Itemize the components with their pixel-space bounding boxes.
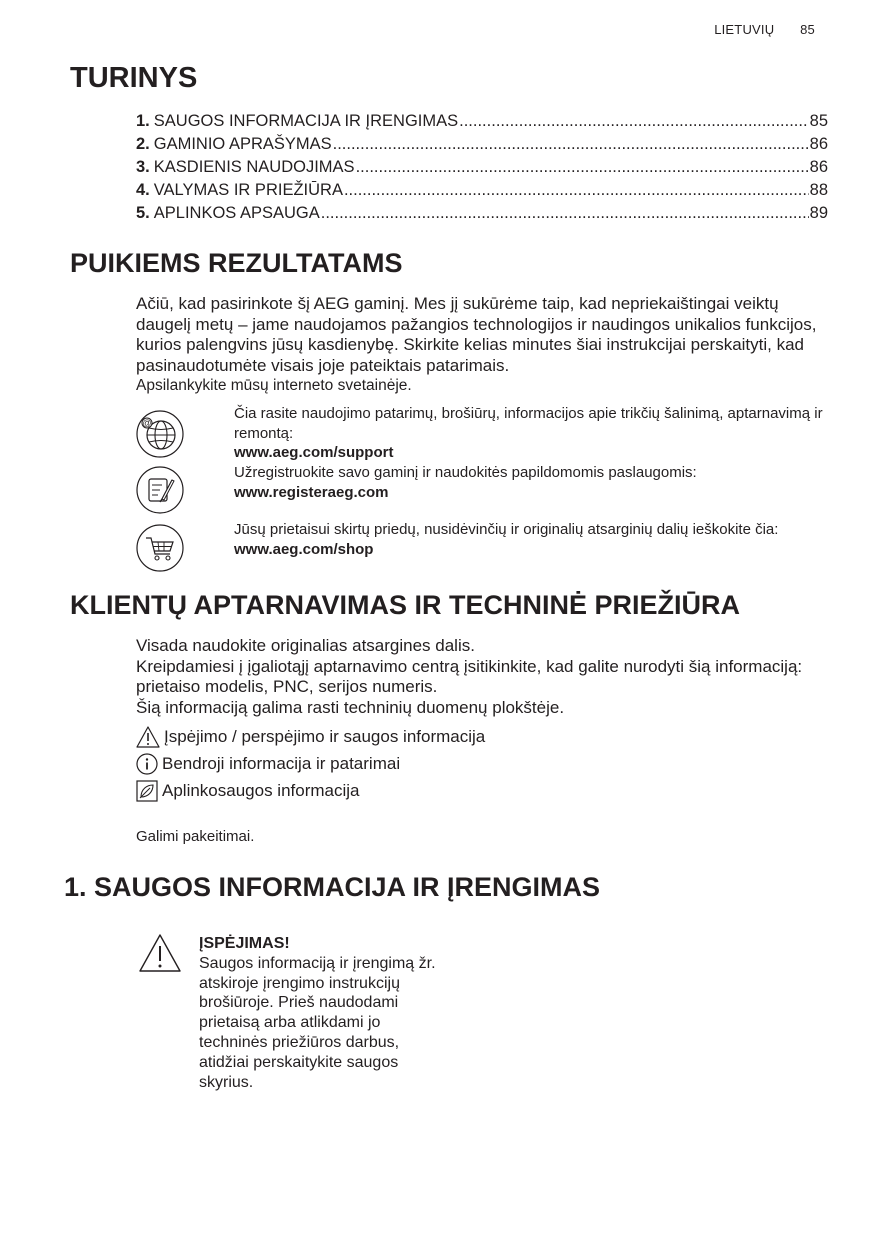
best-results-title: PUIKIEMS REZULTATAMS [70,248,403,278]
toc-leader-dots [344,179,809,202]
register-icon [136,466,184,514]
toc-entry-number: 5. [136,204,150,222]
warning-text: Saugos informaciją ir įrengimą žr. atskiroje įrengimo instrukcijų brošiūroje. Prieš naudodami prietaisą arba atlikdami jo techninės priežiūros darbus, atidžiai perskaitykite saugos skyrius. [199,954,436,1091]
visit-website-text: Apsilankykite mūsų interneto svetainėje. [136,377,412,394]
intro-text [136,294,836,397]
table-of-contents [136,110,828,225]
toc-entry-page: 88 [809,181,828,199]
service-register [234,463,824,502]
warning-title: ĮSPĖJIMAS! [199,935,290,952]
header-language: LIETUVIŲ [714,22,775,37]
toc-entry[interactable] [136,202,828,225]
changes-note: Galimi pakeitimai. [136,828,255,845]
toc-entry-page: 86 [809,135,828,153]
toc-entry-number: 4. [136,181,150,199]
leaf-icon [136,780,158,802]
info-icon [136,753,158,775]
toc-entry-label: SAUGOS INFORMACIJA IR ĮRENGIMAS [153,112,459,130]
shop-link[interactable]: www.aeg.com/shop [234,540,374,558]
service-register-text: Užregistruokite savo gaminį ir naudokitės papildomomis paslaugomis: [234,464,697,481]
toc-leader-dots [356,156,809,179]
service-support [234,404,824,463]
cart-icon [136,524,184,572]
toc-entry[interactable] [136,110,828,133]
toc-entry[interactable] [136,179,828,202]
legend-environment [136,780,360,802]
customer-care-line: Visada naudokite originalias atsargines dalis. [136,636,475,655]
toc-entry-page: 86 [809,158,828,176]
toc-entry-number: 3. [136,158,150,176]
toc-entry-page: 89 [809,204,828,222]
customer-care-text [136,636,836,718]
toc-entry-label: VALYMAS IR PRIEŽIŪRA [153,181,343,199]
page-number: 85 [800,22,815,37]
legend-environment-text: Aplinkosaugos informacija [162,781,360,800]
support-link[interactable]: www.aeg.com/support [234,444,394,461]
section1-title: 1. SAUGOS INFORMACIJA IR ĮRENGIMAS [64,872,601,902]
legend-info [136,753,400,775]
customer-care-line: Šią informaciją galima rasti techninių duomenų plokštėje. [136,697,565,717]
toc-entry-label: KASDIENIS NAUDOJIMAS [153,158,355,176]
toc-leader-dots [333,133,809,156]
legend-warning-text: Įspėjimo / perspėjimo ir saugos informacija [164,727,486,746]
toc-leader-dots [459,110,809,133]
warning-icon [136,726,160,748]
service-shop [234,520,824,559]
service-shop-text: Jūsų prietaisui skirtų priedų, nusidėvinčių ir originalių atsarginių dalių ieškokite čia: [234,521,779,538]
service-support-text: Čia rasite naudojimo patarimų, brošiūrų, informacijos apie trikčių šalinimą, aptarnavimą ir remontą: [234,405,823,442]
toc-entry[interactable] [136,156,828,179]
toc-entry-label: APLINKOS APSAUGA [153,204,320,222]
toc-entry-label: GAMINIO APRAŠYMAS [153,135,332,153]
toc-entry-number: 2. [136,135,150,153]
toc-entry[interactable] [136,133,828,156]
toc-title: TURINYS [70,62,198,94]
legend-info-text: Bendroji informacija ir patarimai [162,754,401,773]
svg-text:@: @ [142,418,152,428]
toc-leader-dots [321,202,809,225]
customer-care-title: KLIENTŲ APTARNAVIMAS IR TECHNINĖ PRIEŽIŪRA [70,590,741,620]
register-link[interactable]: www.registeraeg.com [234,483,389,501]
running-header [714,22,815,37]
warning-box [199,934,439,1092]
legend-warning [136,726,485,748]
globe-icon [136,410,184,458]
toc-entry-number: 1. [136,112,150,130]
toc-entry-page: 85 [809,112,828,130]
warning-icon [138,933,182,978]
intro-paragraph: Ačiū, kad pasirinkote šį AEG gaminį. Mes jį sukūrėme taip, kad nepriekaištingai veiktų daugelį metų – jame naudojamos pažangios technologijos ir naudingos unikalios funkcijos, kurios palengvins jūsų kasdienybę. Skirkite kelias minutes šiai instrukcijai perskaityti, kad pasinaudotumėte visais joje pateiktais patarimais. [136,294,817,375]
customer-care-line: Kreipdamiesi į įgaliotąjį aptarnavimo centrą įsitikinkite, kad galite nurodyti šią informaciją: prietaiso modelis, PNC, serijos numeris. [136,656,803,696]
